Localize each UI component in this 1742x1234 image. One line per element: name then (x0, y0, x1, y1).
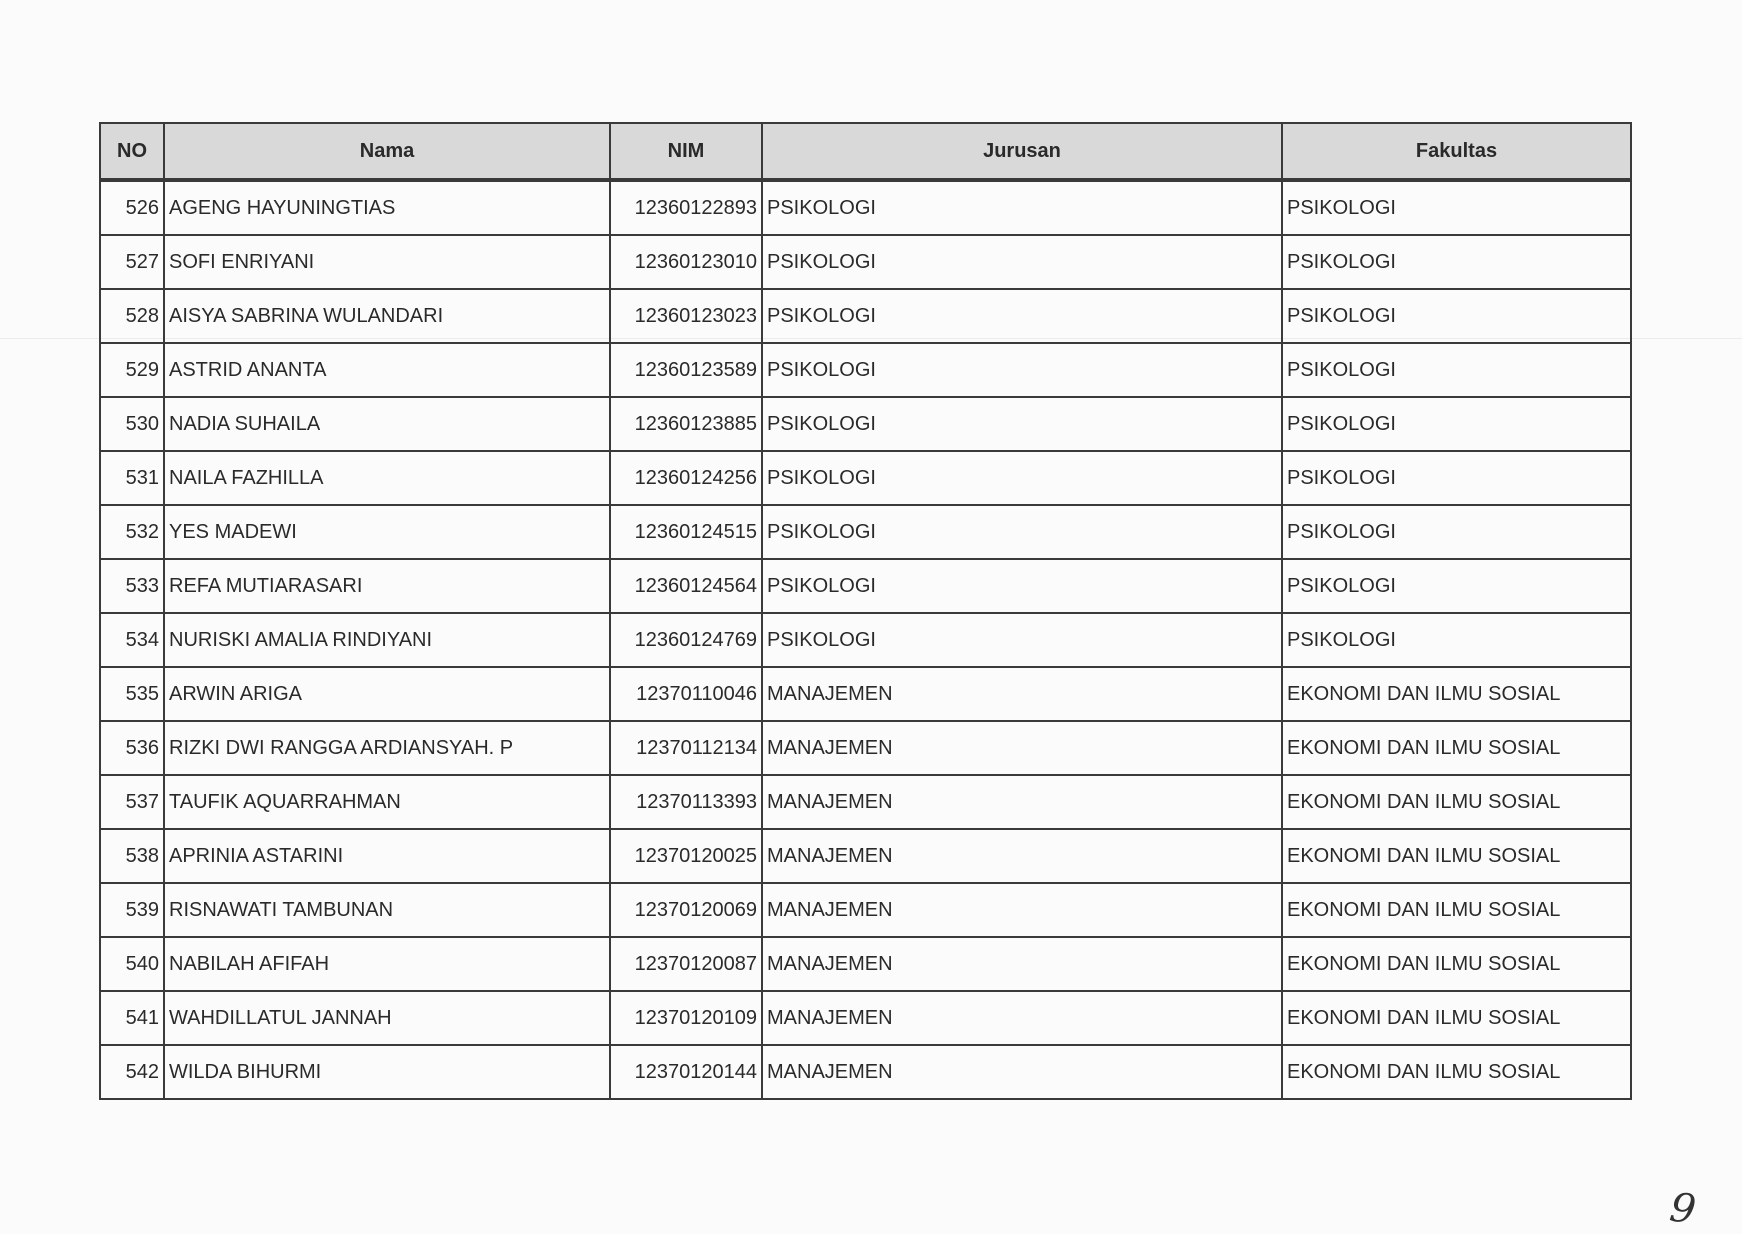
cell-nim: 12360124515 (610, 505, 762, 559)
table-row (100, 829, 1631, 883)
table-row (100, 937, 1631, 991)
cell-nim: 12360124256 (610, 451, 762, 505)
cell-fakultas: EKONOMI DAN ILMU SOSIAL (1282, 991, 1631, 1045)
cell-nama: YES MADEWI (164, 505, 610, 559)
cell-jurusan: MANAJEMEN (762, 775, 1282, 829)
table-row (100, 235, 1631, 289)
cell-fakultas: EKONOMI DAN ILMU SOSIAL (1282, 667, 1631, 721)
table-row (100, 451, 1631, 505)
table-body (100, 180, 1631, 1099)
cell-jurusan: MANAJEMEN (762, 829, 1282, 883)
cell-nama: TAUFIK AQUARRAHMAN (164, 775, 610, 829)
table-row (100, 559, 1631, 613)
header-row (100, 123, 1631, 180)
cell-nim: 12370112134 (610, 721, 762, 775)
cell-jurusan: MANAJEMEN (762, 991, 1282, 1045)
table-row (100, 1045, 1631, 1099)
table-row (100, 180, 1631, 235)
cell-jurusan: MANAJEMEN (762, 1045, 1282, 1099)
cell-no: 540 (100, 937, 164, 991)
cell-fakultas: PSIKOLOGI (1282, 505, 1631, 559)
cell-fakultas: EKONOMI DAN ILMU SOSIAL (1282, 829, 1631, 883)
cell-fakultas: PSIKOLOGI (1282, 559, 1631, 613)
cell-jurusan: PSIKOLOGI (762, 613, 1282, 667)
cell-nim: 12370113393 (610, 775, 762, 829)
table-row (100, 667, 1631, 721)
header-fakultas: Fakultas (1282, 123, 1631, 180)
cell-jurusan: PSIKOLOGI (762, 180, 1282, 235)
cell-nim: 12370120087 (610, 937, 762, 991)
cell-jurusan: PSIKOLOGI (762, 451, 1282, 505)
cell-fakultas: PSIKOLOGI (1282, 289, 1631, 343)
cell-fakultas: PSIKOLOGI (1282, 613, 1631, 667)
cell-jurusan: PSIKOLOGI (762, 397, 1282, 451)
cell-jurusan: MANAJEMEN (762, 883, 1282, 937)
cell-no: 534 (100, 613, 164, 667)
cell-nama: RIZKI DWI RANGGA ARDIANSYAH. P (164, 721, 610, 775)
cell-jurusan: PSIKOLOGI (762, 289, 1282, 343)
cell-nama: NABILAH AFIFAH (164, 937, 610, 991)
cell-no: 542 (100, 1045, 164, 1099)
cell-nama: WILDA BIHURMI (164, 1045, 610, 1099)
cell-nim: 12360123589 (610, 343, 762, 397)
cell-nama: WAHDILLATUL JANNAH (164, 991, 610, 1045)
cell-fakultas: EKONOMI DAN ILMU SOSIAL (1282, 721, 1631, 775)
cell-fakultas: PSIKOLOGI (1282, 235, 1631, 289)
cell-no: 530 (100, 397, 164, 451)
handwritten-page-number: 9 (1666, 1184, 1699, 1234)
table-row (100, 343, 1631, 397)
cell-fakultas: PSIKOLOGI (1282, 343, 1631, 397)
cell-no: 537 (100, 775, 164, 829)
table-row (100, 991, 1631, 1045)
cell-no: 538 (100, 829, 164, 883)
cell-nama: APRINIA ASTARINI (164, 829, 610, 883)
cell-fakultas: PSIKOLOGI (1282, 180, 1631, 235)
cell-nama: AGENG HAYUNINGTIAS (164, 180, 610, 235)
cell-fakultas: PSIKOLOGI (1282, 451, 1631, 505)
table-row (100, 505, 1631, 559)
cell-jurusan: PSIKOLOGI (762, 505, 1282, 559)
cell-nama: SOFI ENRIYANI (164, 235, 610, 289)
table-row (100, 613, 1631, 667)
cell-no: 527 (100, 235, 164, 289)
table-row (100, 883, 1631, 937)
cell-nim: 12370110046 (610, 667, 762, 721)
cell-no: 529 (100, 343, 164, 397)
cell-nama: NAILA FAZHILLA (164, 451, 610, 505)
student-table (99, 122, 1632, 1100)
cell-nama: NURISKI AMALIA RINDIYANI (164, 613, 610, 667)
cell-no: 532 (100, 505, 164, 559)
cell-nim: 12370120025 (610, 829, 762, 883)
cell-no: 531 (100, 451, 164, 505)
table-row (100, 775, 1631, 829)
cell-nama: ASTRID ANANTA (164, 343, 610, 397)
cell-jurusan: PSIKOLOGI (762, 235, 1282, 289)
cell-no: 526 (100, 180, 164, 235)
cell-no: 539 (100, 883, 164, 937)
header-jurusan: Jurusan (762, 123, 1282, 180)
cell-fakultas: EKONOMI DAN ILMU SOSIAL (1282, 883, 1631, 937)
cell-no: 541 (100, 991, 164, 1045)
cell-nama: AISYA SABRINA WULANDARI (164, 289, 610, 343)
cell-nim: 12370120069 (610, 883, 762, 937)
cell-nama: NADIA SUHAILA (164, 397, 610, 451)
cell-nim: 12360124769 (610, 613, 762, 667)
cell-no: 536 (100, 721, 164, 775)
cell-nama: ARWIN ARIGA (164, 667, 610, 721)
cell-nim: 12360124564 (610, 559, 762, 613)
cell-no: 535 (100, 667, 164, 721)
table-row (100, 289, 1631, 343)
cell-nim: 12360123885 (610, 397, 762, 451)
cell-nama: REFA MUTIARASARI (164, 559, 610, 613)
cell-jurusan: MANAJEMEN (762, 937, 1282, 991)
cell-no: 528 (100, 289, 164, 343)
cell-jurusan: MANAJEMEN (762, 667, 1282, 721)
cell-fakultas: EKONOMI DAN ILMU SOSIAL (1282, 1045, 1631, 1099)
cell-nim: 12360122893 (610, 180, 762, 235)
cell-fakultas: PSIKOLOGI (1282, 397, 1631, 451)
cell-jurusan: MANAJEMEN (762, 721, 1282, 775)
header-nim: NIM (610, 123, 762, 180)
cell-jurusan: PSIKOLOGI (762, 559, 1282, 613)
cell-fakultas: EKONOMI DAN ILMU SOSIAL (1282, 775, 1631, 829)
table-row (100, 397, 1631, 451)
cell-nim: 12360123023 (610, 289, 762, 343)
cell-nama: RISNAWATI TAMBUNAN (164, 883, 610, 937)
header-no: NO (100, 123, 164, 180)
cell-jurusan: PSIKOLOGI (762, 343, 1282, 397)
cell-nim: 12370120109 (610, 991, 762, 1045)
table-header (100, 123, 1631, 180)
header-nama: Nama (164, 123, 610, 180)
cell-no: 533 (100, 559, 164, 613)
table-row (100, 721, 1631, 775)
cell-nim: 12370120144 (610, 1045, 762, 1099)
cell-fakultas: EKONOMI DAN ILMU SOSIAL (1282, 937, 1631, 991)
cell-nim: 12360123010 (610, 235, 762, 289)
